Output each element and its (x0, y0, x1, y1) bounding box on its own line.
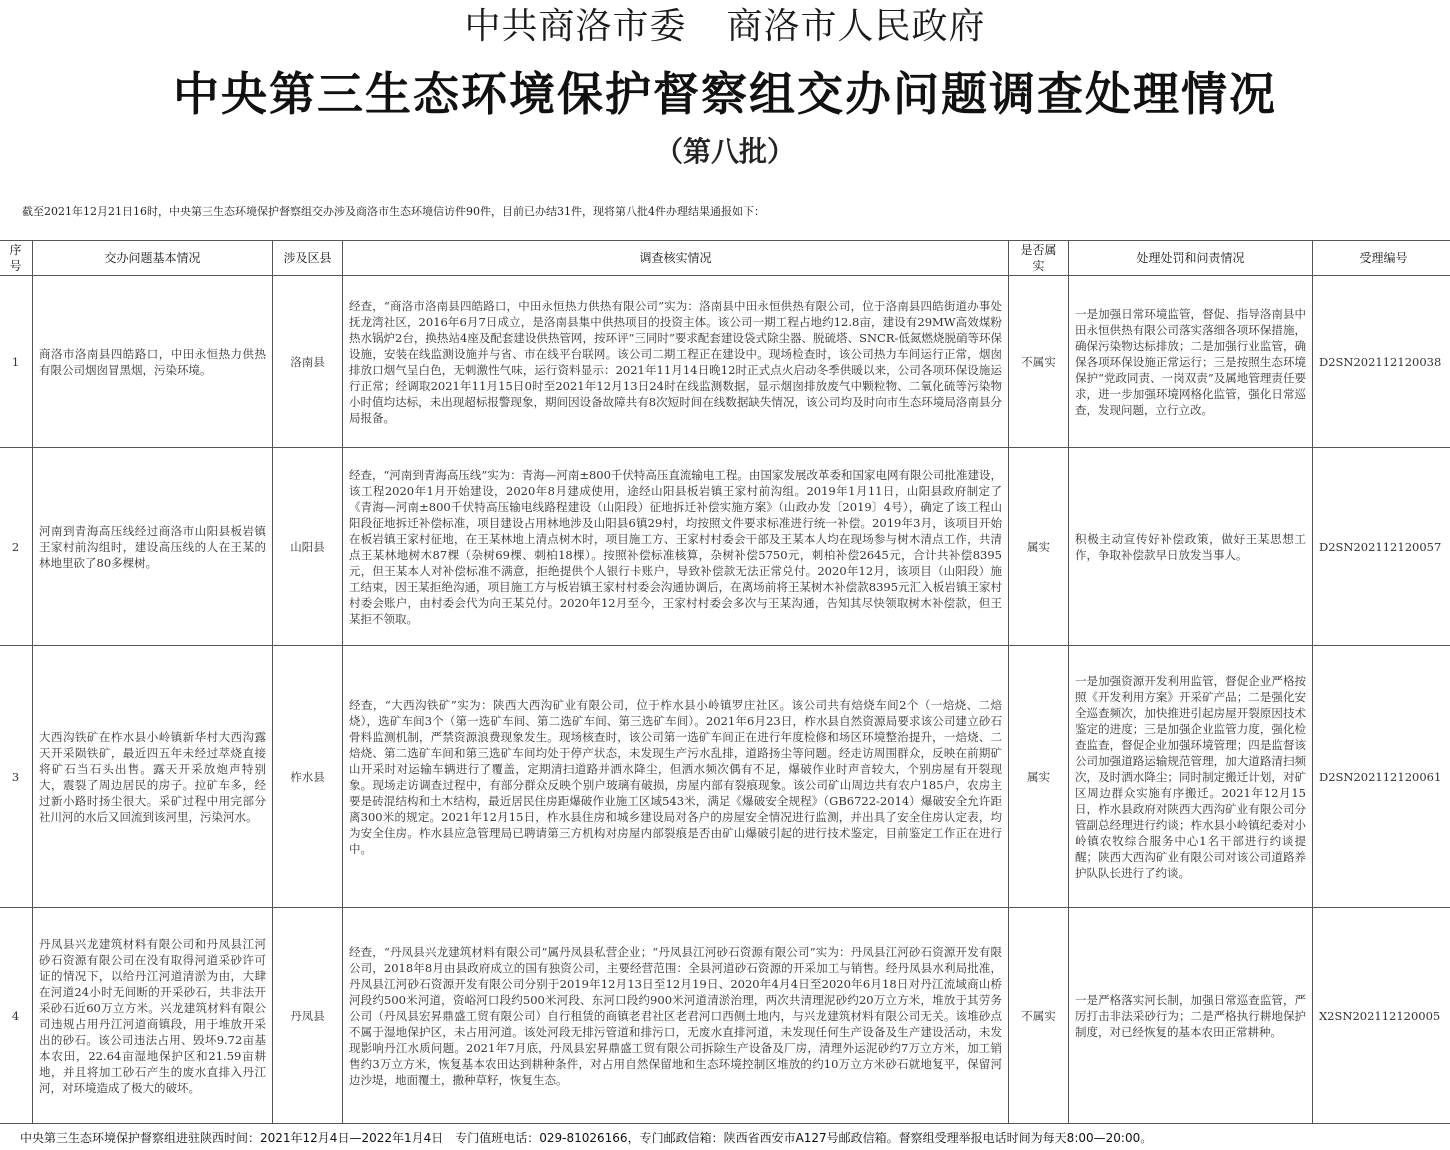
row-county: 洛南县 (273, 276, 343, 448)
row-issue: 大西沟铁矿在柞水县小岭镇新华村大西沟露天开采陨铁矿，最近四五年未经过萃烧直接将矿石当石头出售。露天开采放炮声特别大，震裂了周边居民的房子。拉矿车多，经过新小路时扬尘很大。采矿过程中用完部分社川河的水后又回流到该河里，污染河水。 (33, 646, 273, 908)
row-issue: 河南到青海高压线经过商洛市山阳县板岩镇王家村前沟组时，建设高压线的人在王某的林地里砍了80多棵树。 (33, 448, 273, 646)
header-investigation: 调查核实情况 (343, 241, 1009, 276)
row-issue: 商洛市洛南县四皓路口，中田永恒热力供热有限公司烟囱冒黑烟，污染环境。 (33, 276, 273, 448)
issuer-line (0, 4, 1450, 50)
header-county: 涉及区县 (273, 241, 343, 276)
header-verified: 是否属实 (1009, 241, 1069, 276)
issuer-right: 商洛市人民政府 (726, 6, 986, 47)
row-code: D2SN202112120057 (1313, 448, 1450, 646)
intro-text: 截至2021年12月21日16时，中央第三生态环境保护督察组交办涉及商洛市生态环境信访件90件，目前已办结31件，现将第八批4件办理结果通报如下： (22, 205, 765, 218)
row-investigation: 经查，“丹凤县兴龙建筑材料有限公司”属丹凤县私营企业；“丹凤县江河砂石资源有限公司”实为：丹凤县江河砂石资源开发有限公司，2018年8月由县政府成立的国有独资公司，主要经营范围：全县河道砂石资源的开采加工与销售。经丹凤县水利局批准，丹凤县江河砂石资源开发有限公司分别于2019年12月13日至12月19日、2020年4月4日至2020年6月18日对丹江流域商山桥河段约500米河道，资峪河口段约500米河段、东河口段约900米河道清淤治理，两次共清理泥砂约20万立方米，堆放于其劳务公司（丹凤县宏昇鼎盛工贸有限公司）自行租赁的商镇老君社区老君河口西侧土地内，与兴龙建筑材料有限公司无关。该堆砂点不属于湿地保护区，未占用河道。该处河段无排污管道和排污口，无废水直排河道，未发现任何生产设备及生产建设活动，未发现影响丹江水质问题。2021年7月底，丹凤县宏昇鼎盛工贸有限公司拆除生产设备及厂房，清理外运泥砂约7万立方米，加工销售约3万立方米，恢复基本农田达到耕种条件，对占用自然保留地和生态环境控制区堆放的约10万立方米砂石就地复平，保留河边沙堤，地面覆土，撒种草籽，恢复生态。 (343, 908, 1009, 1124)
header-code: 受理编号 (1313, 241, 1450, 276)
row-verified: 属实 (1009, 646, 1069, 908)
row-handling: 一是严格落实河长制，加强日常巡查监管，严厉打击非法采砂行为；二是严格执行耕地保护制度，对已经恢复的基本农田正常耕种。 (1069, 908, 1313, 1124)
table-row (0, 908, 1450, 1124)
row-verified: 属实 (1009, 448, 1069, 646)
row-investigation: 经查，“商洛市洛南县四皓路口，中田永恒热力供热有限公司”实为：洛南县中田永恒供热有限公司，位于洛南县四皓街道办事处抚龙湾社区，2016年6月7日成立，是洛南县集中供热项目的投资主体。该公司一期工程占地约12.8亩，建设有29MW高效煤粉热水锅炉2台，换热站4座及配套建设供热管网，按环评“三同时”要求配套建设袋式除尘器、脱硫塔、SNCR-低氮燃烧脱硝等环保设施，安装在线监测设施并与省、市在线平台联网。该公司二期工程正在建设中。现场检查时，该公司热力车间运行正常，烟囱排放口烟气呈白色，无刺激性气味，运行资料显示：2021年11月14日晚12时正式点火启动冬季供暖以来，公司各项环保设施运行正常；经调取2021年11月15日0时至2021年12月13日24时在线监测数据，显示烟囱排放废气中颗粒物、二氧化硫等污染物小时值均达标，未出现超标报警现象，期间因设备故障共有8次短时间在线数据缺失情况，该公司均及时向市生态环境局洛南县分局报备。 (343, 276, 1009, 448)
row-no: 2 (0, 448, 33, 646)
row-investigation: 经查，“河南到青海高压线”实为：青海—河南±800千伏特高压直流输电工程。由国家发展改革委和国家电网有限公司批准建设，该工程2020年1月开始建设，2020年8月建成使用，途经山阳县板岩镇王家村前沟组。2019年1月11日，山阳县政府制定了《青海—河南±800千伏特高压输电线路程建设（山阳段）征地拆迁补偿实施方案》（山政办发〔2019〕4号），确定了该工程山阳段征地拆迁补偿标准，项目建设占用林地涉及山阳县6镇29村，均按照文件要求标准进行统一补偿。2019年3月，该项目开始在板岩镇王家村征地，在王某林地上清点树木时，项目施工方、王家村村委会干部及王某本人均在现场参与树木清点工作，共清点王某林地树木87棵（杂树69棵、刺柏18棵）。按照补偿标准核算，杂树补偿5750元，刺柏补偿2645元，合计共补偿8395元，但王某本人对补偿标准不满意，拒绝提供个人银行卡账户，导致补偿款无法正常兑付。2020年12月，该项目（山阳段）施工结束，因王某拒绝沟通，项目施工方与板岩镇王家村村委会沟通协调后，在离场前将王某树木补偿款8395元汇入板岩镇王家村村委会账户，由村委会代为向王某兑付。2020年12月至今，王家村村委会多次与王某沟通，告知其尽快领取树木补偿款，但王某拒不领取。 (343, 448, 1009, 646)
issues-table (0, 240, 1450, 1124)
row-no: 3 (0, 646, 33, 908)
table-row (0, 276, 1450, 448)
row-investigation: 经查，“大西沟铁矿”实为：陕西大西沟矿业有限公司，位于柞水县小岭镇罗庄社区。该公司共有焙烧车间2个（一焙烧、二焙烧），选矿车间3个（第一选矿车间、第二选矿车间、第三选矿车间）。2021年6月23日，柞水县自然资源局要求该公司建立砂石骨料监测机制，严禁资源浪费现象发生。现场核查时，该公司第一选矿车间正在进行年度检修和场区环境整治提升，一焙烧、二焙烧、第二选矿车间和第三选矿车间均处于停产状态，未发现生产污水乱排，道路扬尘等问题。经走访周围群众，反映在前期矿山开采时对运输车辆进行了覆盖，定期清扫道路并洒水降尘，但洒水频次偶有不足，爆破作业时声音较大，个别房屋有开裂现象。现场走访调查过程中，有部分群众反映个别户玻璃有破损，房屋内部有裂痕现象。该公司矿山周边共有农户185户，农房主要是砖混结构和土木结构，最近居民住房距爆破作业施工区域543米，满足《爆破安全规程》（GB6722-2014）爆破安全允许距离300米的规定。2021年12月15日，柞水县住房和城乡建设局对各户的房屋安全情况进行监测，并出具了安全住房认定表，均为安全住房。柞水县应急管理局已聘请第三方机构对房屋内部裂痕是否由矿山爆破引起的进行技术鉴定，目前鉴定工作正在进行中。 (343, 646, 1009, 908)
row-handling: 一是加强日常环境监管，督促、指导洛南县中田永恒供热有限公司落实落细各项环保措施，确保污染物达标排放；二是加强行业监管，确保各项环保设施正常运行；三是按照生态环境保护“党政同责、一岗双责”及属地管理责任要求，进一步加强环境网格化监管，强化日常巡查，发现问题，立行立改。 (1069, 276, 1313, 448)
row-verified: 不属实 (1009, 276, 1069, 448)
row-county: 山阳县 (273, 448, 343, 646)
row-code: D2SN202112120061 (1313, 646, 1450, 908)
page-title: 中央第三生态环境保护督察组交办问题调查处理情况 (173, 67, 1277, 121)
row-county: 柞水县 (273, 646, 343, 908)
row-handling: 一是加强资源开发利用监管，督促企业严格按照《开发利用方案》开采矿产品；二是强化安全巡查频次，加快推进引起房屋开裂原因技术鉴定的进度；三是加强企业监管力度，强化检查监查，督促企业加强环境管理；四是监督该公司加强道路运输规范管理，加大道路清扫频次，及时洒水降尘；同时制定搬迁计划，对矿区周边群众实施有序搬迁。2021年12月15日，柞水县政府对陕西大西沟矿业有限公司分管副总经理进行约谈；柞水县小岭镇纪委对小岭镇农牧综合服务中心1名干部进行约谈提醒；陕西大西沟矿业有限公司对该公司道路养护队队长进行了约谈。 (1069, 646, 1313, 908)
header-handling: 处理处罚和问责情况 (1069, 241, 1313, 276)
row-issue: 丹凤县兴龙建筑材料有限公司和丹凤县江河砂石资源有限公司在没有取得河道采砂许可证的情况下，以给丹江河道清淤为由，大肆在河道24小时无间断的开采砂石，共非法开采砂石近60万立方米。兴龙建筑材料有限公司违规占用丹江河道商镇段，用于堆放开采出的砂石。该公司违法占用、毁坏9.72亩基本农田，22.64亩湿地保护区和21.59亩耕地，并且将加工砂石产生的废水直排入丹江河，对环境造成了极大的破坏。 (33, 908, 273, 1124)
header-no: 序号 (0, 241, 33, 276)
row-code: D2SN202112120038 (1313, 276, 1450, 448)
row-verified: 不属实 (1009, 908, 1069, 1124)
header-issue: 交办问题基本情况 (33, 241, 273, 276)
footer-note: 中央第三生态环境保护督察组进驻陕西时间：2021年12月4日—2022年1月4日 专门值班电话：029-81026166，专门邮政信箱：陕西省西安市A127号邮政信箱。督察组受理举报电话时间为每天8:00—20:00。 (20, 1131, 1153, 1145)
batch-label: （第八批） (654, 135, 795, 168)
row-handling: 积极主动宣传好补偿政策，做好王某思想工作，争取补偿款早日放发当事人。 (1069, 448, 1313, 646)
row-no: 1 (0, 276, 33, 448)
table-header-row (0, 241, 1450, 276)
row-county: 丹凤县 (273, 908, 343, 1124)
row-no: 4 (0, 908, 33, 1124)
table-row (0, 646, 1450, 908)
row-code: X2SN202112120005 (1313, 908, 1450, 1124)
table-row (0, 448, 1450, 646)
issuer-left: 中共商洛市委 (464, 6, 687, 47)
